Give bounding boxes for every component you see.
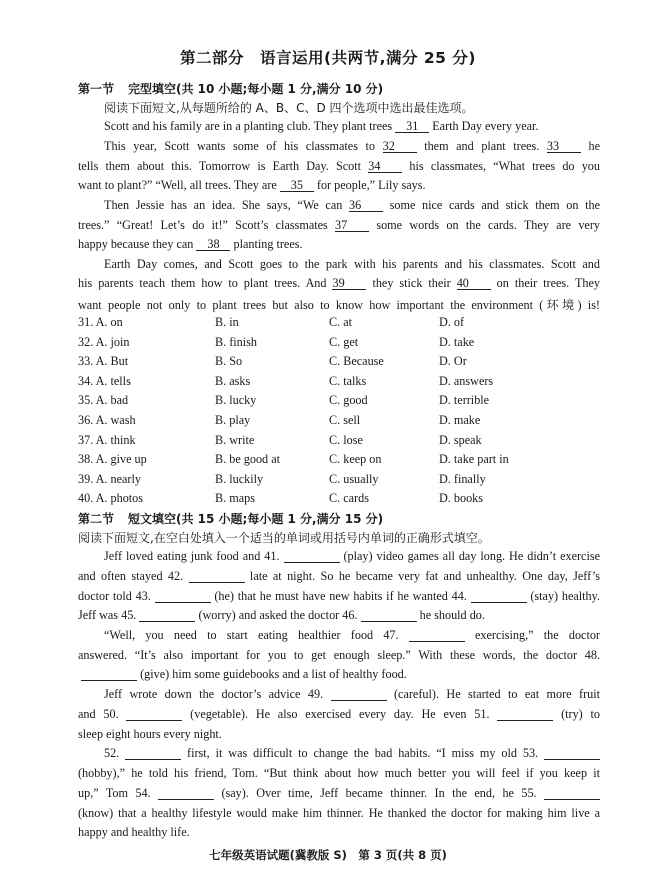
passage-line bbox=[78, 178, 600, 193]
answer-blank: 39 bbox=[332, 277, 366, 290]
passage-text: sleep eight hours every night. bbox=[78, 727, 222, 741]
passage-line bbox=[104, 198, 600, 213]
passage-text: want people not only to plant trees but also to know how important the environment (环境) is! bbox=[78, 298, 600, 312]
option-row bbox=[78, 335, 618, 351]
option-row bbox=[78, 315, 618, 331]
passage-line bbox=[104, 746, 600, 761]
answer-blank bbox=[284, 550, 340, 563]
section2-instruction: 阅读下面短文,在空白处填入一个适当的单词或用括号内单词的正确形式填空。 bbox=[78, 531, 490, 545]
option-choice: C. talks bbox=[329, 373, 367, 388]
passage-text: 52. bbox=[104, 746, 126, 760]
option-choice: D. Or bbox=[439, 354, 467, 369]
option-choice: 36. A. wash bbox=[78, 413, 136, 427]
option-choice: B. finish bbox=[215, 334, 257, 349]
section2-label: 第二节 bbox=[78, 512, 115, 526]
passage-text: some nice cards and stick them on the bbox=[382, 198, 600, 212]
option-choice: B. in bbox=[215, 315, 239, 329]
answer-blank bbox=[126, 708, 182, 721]
passage-text: planting trees. bbox=[230, 237, 303, 251]
option-choice: C. good bbox=[329, 393, 368, 408]
option-row bbox=[78, 393, 618, 409]
answer-blank: 38 bbox=[196, 238, 230, 251]
answer-blank bbox=[189, 570, 245, 583]
option-choice: D. terrible bbox=[439, 393, 490, 408]
passage-line bbox=[78, 276, 600, 291]
option-choice: 35. A. bad bbox=[78, 393, 129, 408]
option-choice: 31. A. on bbox=[78, 315, 123, 329]
option-choice: B. So bbox=[215, 354, 243, 369]
option-choice: B. maps bbox=[215, 491, 255, 506]
option-row bbox=[78, 374, 618, 390]
option-row bbox=[78, 413, 618, 429]
answer-blank bbox=[361, 609, 417, 622]
passage-text: (he) that he must have new habits if he wanted 44. bbox=[210, 589, 471, 603]
option-choice: D. answers bbox=[439, 373, 494, 388]
passage-line bbox=[104, 628, 600, 643]
passage-line bbox=[78, 589, 600, 604]
answer-blank bbox=[155, 590, 211, 603]
passage-text: (vegetable). He also exercised every day. He even 51. bbox=[182, 707, 498, 721]
option-choice: 37. A. think bbox=[78, 432, 136, 447]
passage-text: Earth Day comes, and Scott goes to the park with his parents and his classmates. Scott and bbox=[104, 257, 600, 271]
option-choice: B. write bbox=[215, 432, 255, 447]
option-choice: B. play bbox=[215, 413, 251, 427]
option-choice: C. sell bbox=[329, 413, 361, 427]
answer-blank bbox=[81, 668, 137, 681]
page-footer: 七年级英语试题(冀教版 S) 第 3 页(共 8 页) bbox=[209, 848, 447, 862]
option-choice: C. keep on bbox=[329, 452, 382, 467]
option-choice: D. books bbox=[439, 491, 484, 506]
answer-blank: 31 bbox=[395, 120, 429, 133]
option-row bbox=[78, 452, 618, 468]
passage-text: (give) him some guidebooks and a list of healthy food. bbox=[137, 667, 407, 681]
option-row bbox=[78, 433, 618, 449]
passage-text: want to plant?” “Well, all trees. They are bbox=[78, 178, 280, 192]
passage-text: happy because they can bbox=[78, 237, 197, 251]
option-choice: D. make bbox=[439, 413, 481, 427]
passage-text: trees.” “Great! Let’s do it!” Scott’s classmates bbox=[78, 218, 336, 232]
option-choice: D. take part in bbox=[439, 452, 509, 467]
passage-text: them and plant trees. bbox=[416, 139, 547, 153]
passage-text: (hobby),” he told his friend, Tom. “But think about how much better you will feel if you keep it bbox=[78, 766, 600, 780]
passage-text: “Well, you need to start eating healthier food 47. bbox=[104, 628, 409, 642]
section1-instruction: 阅读下面短文,从每题所给的 A、B、C、D 四个选项中选出最佳选项。 bbox=[104, 101, 474, 115]
passage-text: Jeff was 45. bbox=[78, 608, 140, 622]
answer-blank: 40 bbox=[457, 277, 491, 290]
passage-text: (know) that a healthy lifestyle would make him thinner. He thanked the doctor for making him live a bbox=[78, 806, 600, 820]
answer-blank bbox=[139, 609, 195, 622]
passage-text: his parents teach them how to plant trees. And bbox=[78, 276, 333, 290]
option-choice: C. lose bbox=[329, 432, 363, 447]
passage-text: and 50. bbox=[78, 707, 127, 721]
option-row bbox=[78, 491, 618, 507]
passage-text: Jeff wrote down the doctor’s advice 49. bbox=[104, 687, 331, 701]
option-row bbox=[78, 472, 618, 488]
passage-line bbox=[104, 687, 600, 702]
passage-line bbox=[78, 766, 600, 781]
option-choice: C. get bbox=[329, 334, 359, 349]
option-choice: 39. A. nearly bbox=[78, 471, 141, 486]
passage-text: up,” Tom 54. bbox=[78, 786, 159, 800]
passage-text: and often stayed 42. bbox=[78, 569, 189, 583]
passage-line bbox=[78, 159, 600, 174]
option-choice: B. lucky bbox=[215, 393, 257, 408]
option-choice: D. speak bbox=[439, 432, 482, 447]
passage-text: on their trees. They bbox=[490, 276, 600, 290]
passage-line bbox=[78, 707, 600, 722]
passage-line bbox=[78, 786, 600, 801]
passage-text: he should do. bbox=[416, 608, 485, 622]
passage-line bbox=[78, 296, 600, 313]
passage-text: they stick their bbox=[366, 276, 457, 290]
answer-blank: 35 bbox=[280, 179, 314, 192]
option-row bbox=[78, 354, 618, 370]
option-choice: C. at bbox=[329, 315, 353, 329]
answer-blank bbox=[409, 629, 465, 642]
answer-blank bbox=[125, 747, 181, 760]
passage-line bbox=[104, 139, 600, 154]
passage-text: (say). Over time, Jeff became thinner. In the end, he 55. bbox=[214, 786, 544, 800]
option-choice: D. finally bbox=[439, 471, 486, 486]
passage-text: Earth Day every year. bbox=[429, 119, 539, 133]
answer-blank bbox=[331, 688, 387, 701]
passage-line bbox=[78, 667, 600, 682]
passage-line bbox=[104, 549, 600, 564]
answer-blank: 33 bbox=[547, 140, 581, 153]
passage-line bbox=[78, 237, 600, 252]
passage-text: he bbox=[580, 139, 600, 153]
option-choice: 32. A. join bbox=[78, 334, 130, 349]
passage-text: (worry) and asked the doctor 46. bbox=[195, 608, 361, 622]
passage-line bbox=[104, 257, 600, 272]
option-choice: D. of bbox=[439, 315, 465, 329]
passage-text: Jeff loved eating junk food and 41. bbox=[104, 549, 284, 563]
passage-text: (try) to bbox=[553, 707, 600, 721]
passage-text: tells them about this. Tomorrow is Earth Day. Scott bbox=[78, 159, 369, 173]
option-choice: B. luckily bbox=[215, 471, 264, 486]
answer-blank bbox=[497, 708, 553, 721]
answer-blank: 34 bbox=[368, 160, 402, 173]
section1-heading bbox=[78, 80, 383, 97]
passage-text: (careful). He started to eat more fruit bbox=[386, 687, 600, 701]
passage-text: Then Jessie has an idea. She says, “We can bbox=[104, 198, 349, 212]
section2-title: 短文填空(共 15 小题;每小题 1 分,满分 15 分) bbox=[128, 512, 384, 526]
answer-blank: 36 bbox=[349, 199, 383, 212]
passage-line bbox=[78, 648, 600, 663]
passage-line bbox=[78, 727, 600, 742]
passage-line bbox=[78, 608, 600, 623]
answer-blank bbox=[471, 590, 527, 603]
section1-title: 完型填空(共 10 小题;每小题 1 分,满分 10 分) bbox=[128, 82, 384, 96]
option-choice: C. cards bbox=[329, 491, 369, 506]
passage-text: his classmates, “What trees do you bbox=[402, 159, 600, 173]
section2-heading bbox=[78, 510, 383, 527]
passage-text: late at night. So he became very fat and unhealthy. One day, Jeff’s bbox=[244, 569, 601, 583]
passage-text: exercising,” the doctor bbox=[464, 628, 600, 642]
passage-text: first, it was difficult to change the bad habits. “I miss my old 53. bbox=[181, 746, 544, 760]
passage-text: answered. “It’s also important for you to get enough sleep.” With these words, the doctor 48. bbox=[78, 648, 600, 662]
passage-line bbox=[104, 119, 600, 134]
answer-blank bbox=[158, 787, 214, 800]
option-choice: 38. A. give up bbox=[78, 452, 147, 467]
passage-text: (stay) healthy. bbox=[526, 589, 600, 603]
option-choice: C. Because bbox=[329, 354, 384, 369]
passage-line bbox=[78, 806, 600, 821]
option-choice: 34. A. tells bbox=[78, 373, 131, 388]
option-choice: 33. A. But bbox=[78, 354, 129, 369]
part-title: 第二部分 语言运用(共两节,满分 25 分) bbox=[180, 49, 476, 67]
option-choice: C. usually bbox=[329, 471, 379, 486]
passage-text: Scott and his family are in a planting club. They plant trees bbox=[104, 119, 396, 133]
passage-text: for people,” Lily says. bbox=[313, 178, 426, 192]
passage-text: This year, Scott wants some of his classmates to bbox=[104, 139, 383, 153]
option-choice: B. be good at bbox=[215, 452, 280, 467]
answer-blank: 37 bbox=[335, 219, 369, 232]
passage-text: happy and healthy life. bbox=[78, 825, 190, 839]
answer-blank bbox=[544, 787, 600, 800]
option-choice: B. asks bbox=[215, 373, 251, 388]
option-choice: 40. A. photos bbox=[78, 491, 144, 506]
passage-text: (play) video games all day long. He didn’t exercise bbox=[339, 549, 601, 563]
passage-line bbox=[78, 825, 600, 840]
option-choice: D. take bbox=[439, 334, 475, 349]
passage-text: doctor told 43. bbox=[78, 589, 155, 603]
answer-blank bbox=[544, 747, 600, 760]
passage-text: some words on the cards. They are very bbox=[369, 218, 600, 232]
passage-line bbox=[78, 218, 600, 233]
section1-label: 第一节 bbox=[78, 82, 115, 96]
answer-blank: 32 bbox=[383, 140, 417, 153]
passage-line bbox=[78, 569, 600, 584]
